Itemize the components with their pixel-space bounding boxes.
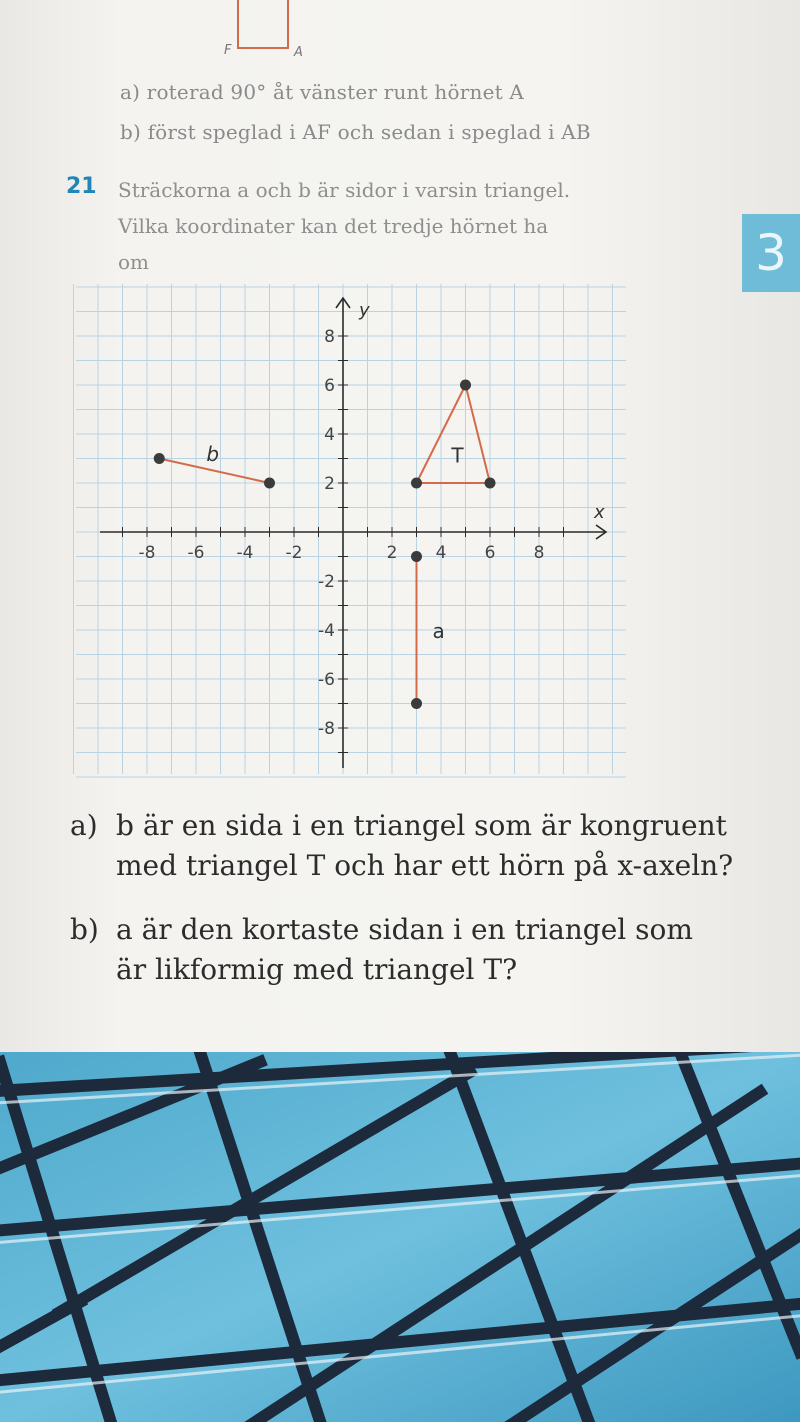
coordinate-grid — [70, 278, 630, 782]
question-a — [70, 806, 733, 886]
x-tick-label: 8 — [533, 543, 545, 563]
x-tick-label: -4 — [236, 543, 254, 563]
segment-b-label: b — [206, 441, 220, 466]
y-axis-label: y — [359, 300, 370, 321]
question-b-label: b) — [70, 913, 99, 946]
y-tick-label: 4 — [324, 425, 335, 445]
question-a-line-2: med triangel T och har ett hörn på x-axeln? — [116, 849, 734, 882]
question-a-line-1: b är en sida i en triangel som är kongruent — [116, 809, 727, 842]
label-f: F — [224, 43, 232, 58]
segment-a-label: a — [432, 619, 445, 643]
segment-a-endpoint — [411, 551, 422, 562]
task-number: 21 — [66, 174, 97, 199]
task-text-line-2: Vilka koordinater kan det tredje hörnet ha — [118, 214, 549, 238]
triangle-t-vertex — [485, 478, 496, 489]
label-a: A — [294, 45, 303, 60]
x-axis-label: x — [594, 502, 605, 523]
glass-roof-photo — [0, 1052, 800, 1422]
y-tick-label: 2 — [324, 474, 335, 494]
x-tick-label: 6 — [484, 543, 496, 563]
question-b-line-2: är likformig med triangel T? — [116, 953, 518, 986]
x-tick-label: 4 — [435, 543, 447, 563]
previous-task-item-b: b) först speglad i AF och sedan i speglad i AB — [120, 120, 591, 144]
x-tick-label: -8 — [138, 543, 156, 563]
question-b — [70, 910, 693, 990]
coordinate-plot — [70, 278, 630, 778]
chapter-tab: 3 — [742, 214, 800, 292]
x-tick-label: -6 — [187, 543, 205, 563]
x-tick-label: -2 — [285, 543, 303, 563]
task-text — [118, 172, 718, 280]
previous-figure — [200, 0, 320, 60]
segment-b-endpoint — [154, 453, 165, 464]
x-tick-label: 2 — [386, 543, 398, 563]
segment-b-endpoint — [264, 478, 275, 489]
question-a-label: a) — [70, 809, 98, 842]
triangle-t-vertex — [460, 380, 471, 391]
task-text-line-1: Sträckorna a och b är sidor i varsin triangel. — [118, 178, 571, 202]
question-b-line-1: a är den kortaste sidan i en triangel som — [116, 913, 693, 946]
y-tick-label: 6 — [324, 376, 335, 396]
previous-task-item-a: a) roterad 90° åt vänster runt hörnet A — [120, 80, 525, 104]
y-tick-label: -6 — [318, 670, 335, 690]
triangle-t-label: T — [451, 443, 464, 468]
y-tick-label: -4 — [318, 621, 335, 641]
task-text-line-3: om — [118, 250, 150, 274]
segment-a-endpoint — [411, 698, 422, 709]
y-tick-label: 8 — [324, 327, 335, 347]
y-tick-label: -2 — [318, 572, 335, 592]
y-tick-label: -8 — [318, 719, 335, 739]
triangle-t-vertex — [411, 478, 422, 489]
